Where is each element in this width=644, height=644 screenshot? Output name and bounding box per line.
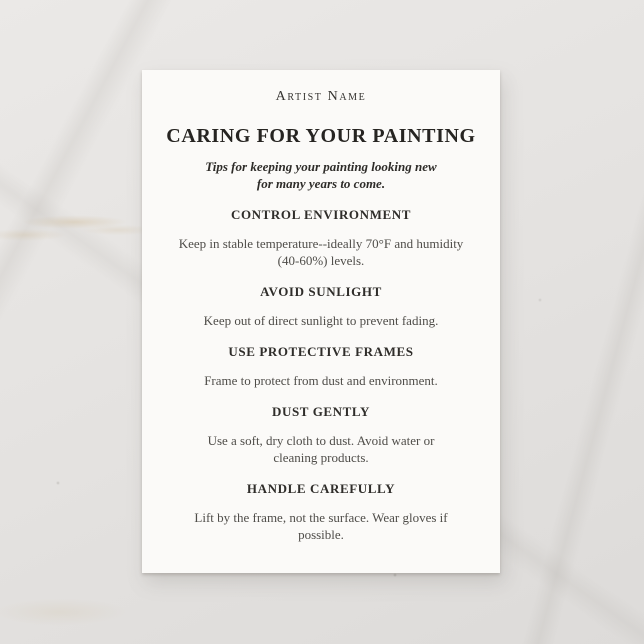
subtitle-line-2: for many years to come.	[256, 176, 386, 191]
subtitle-line-1: Tips for keeping your painting looking new	[205, 159, 437, 174]
section-body	[142, 235, 500, 269]
section-heading: USE PROTECTIVE FRAMES	[228, 344, 414, 359]
body-line: Keep in stable temperature--ideally 70°F and humidity	[178, 236, 464, 251]
body-line: (40-60%) levels.	[277, 253, 365, 268]
section-heading: AVOID SUNLIGHT	[260, 284, 382, 299]
artist-name: Artist Name	[275, 89, 367, 104]
section-heading: HANDLE CAREFULLY	[246, 481, 396, 496]
section-body	[142, 432, 500, 466]
body-line: Frame to protect from dust and environment.	[204, 373, 438, 388]
body-line: cleaning products.	[273, 450, 369, 465]
section-control-environment	[142, 207, 500, 269]
section-body	[142, 509, 500, 543]
body-line: possible.	[298, 527, 344, 542]
section-use-protective-frames	[142, 344, 500, 389]
card-subtitle	[142, 158, 500, 192]
body-line: Use a soft, dry cloth to dust. Avoid water or	[207, 433, 435, 448]
section-heading: DUST GENTLY	[272, 404, 370, 419]
section-dust-gently	[142, 404, 500, 466]
body-line: Lift by the frame, not the surface. Wear gloves if	[194, 510, 448, 525]
section-handle-carefully	[142, 481, 500, 543]
section-body	[142, 312, 500, 329]
card-title: CARING FOR YOUR PAINTING	[166, 125, 476, 147]
section-heading: CONTROL ENVIRONMENT	[230, 207, 412, 222]
care-instructions-card	[142, 70, 500, 573]
body-line: Keep out of direct sunlight to prevent fading.	[203, 313, 439, 328]
section-avoid-sunlight	[142, 284, 500, 329]
section-body	[142, 372, 500, 389]
